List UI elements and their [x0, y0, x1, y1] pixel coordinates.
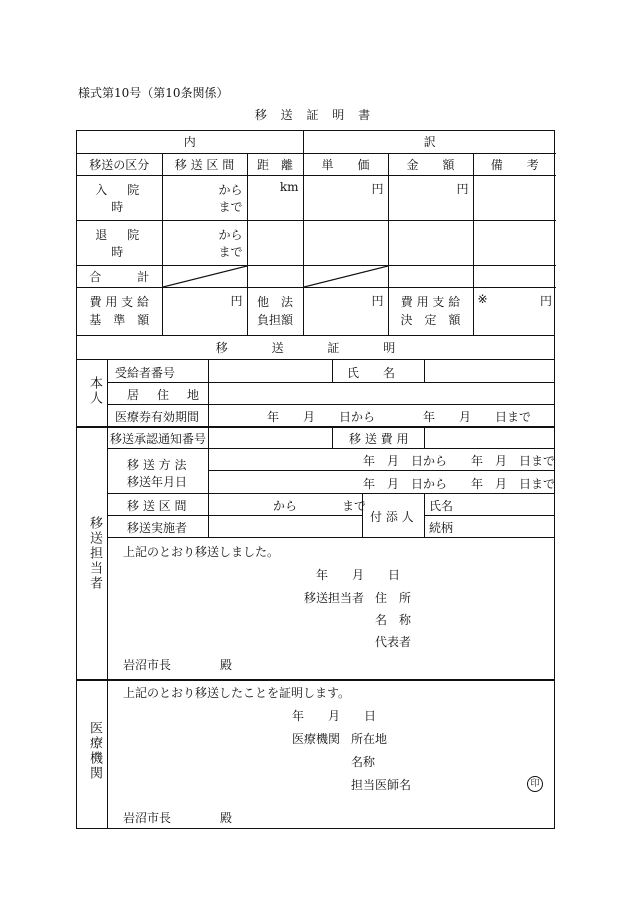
yen-unit: 円: [371, 181, 384, 196]
validity-label: 医療券有効期間: [115, 410, 200, 424]
transporter-mayor: 岩沼市長: [123, 658, 172, 672]
transporter-address-label: 住 所: [375, 591, 412, 605]
other-law-label: [247, 287, 303, 335]
other-law-1: 他 法: [257, 295, 294, 310]
escort-relation-label[interactable]: 続柄: [429, 521, 454, 535]
col-amount: 金 額: [388, 153, 473, 175]
medical-address-label: 所在地: [351, 732, 388, 746]
transporter-label: 移送担当者: [87, 516, 102, 591]
transporter-honorific: 殿: [220, 658, 233, 672]
transport-date-label: 移送年月日: [127, 475, 188, 489]
medical-label: 医療機関: [87, 721, 102, 781]
discharge-unit-price-field[interactable]: [303, 220, 388, 265]
col-remarks: 備 考: [473, 153, 556, 175]
decision-amount-field[interactable]: [473, 287, 556, 335]
breakdown-head-left: 内: [77, 131, 303, 153]
approval-number-label: 移送承認通知番号: [110, 432, 207, 446]
admission-remarks-field[interactable]: [473, 175, 556, 220]
transporter-representative-label: 代表者: [375, 635, 412, 649]
admission-from-label: から: [218, 182, 243, 197]
seal-icon: 印: [527, 776, 543, 792]
total-remarks-field[interactable]: [473, 265, 556, 287]
approval-number-field[interactable]: [209, 426, 331, 448]
discharge-distance-field[interactable]: [247, 220, 303, 265]
col-category: 移送の区分: [77, 153, 162, 175]
yen-unit: 円: [540, 293, 553, 308]
standard-amount-field[interactable]: [162, 287, 247, 335]
discharge-amount-field[interactable]: [388, 220, 473, 265]
medical-mayor: 岩沼市長: [123, 811, 172, 825]
discharge-to-label: まで: [218, 244, 243, 259]
person-label: 本人: [87, 376, 102, 406]
certificate-table: [76, 336, 555, 829]
discharge-remarks-field[interactable]: [473, 220, 556, 265]
admission-section-field[interactable]: [162, 175, 247, 220]
divider: [424, 493, 425, 537]
admission-amount-field[interactable]: [388, 175, 473, 220]
document-title: 移 送 証 明 書: [254, 108, 376, 122]
divider: [107, 679, 108, 829]
decision-2: 決 定 額: [400, 313, 461, 328]
implementer-field[interactable]: [209, 515, 361, 537]
transport-method-label: 移 送 方 法: [127, 458, 187, 472]
transport-cost-label: 移 送 費 用: [349, 432, 409, 446]
transport-to-label[interactable]: まで: [342, 499, 367, 513]
doctor-name-label: 担当医師名: [351, 778, 412, 792]
total-distance-field[interactable]: [247, 265, 303, 287]
medical-date-line[interactable]: 年 月 日: [292, 709, 377, 723]
discharge-from-label: から: [218, 227, 243, 242]
yen-unit: 円: [230, 293, 243, 308]
recipient-number-field[interactable]: [209, 360, 331, 382]
decision-label: [388, 287, 473, 335]
col-distance: 距 離: [247, 153, 303, 175]
total-amount-field[interactable]: [388, 265, 473, 287]
recipient-number-label: 受給者番号: [115, 366, 176, 380]
admission-unit-price-field[interactable]: [303, 175, 388, 220]
divider: [107, 404, 554, 405]
transport-statement: 上記のとおり移送しました。: [123, 545, 280, 559]
medical-signer: 医療機関: [292, 732, 341, 746]
divider: [107, 360, 108, 679]
residence-field[interactable]: [209, 382, 553, 404]
other-law-2: 負担額: [257, 313, 294, 328]
medical-name-label: 名称: [351, 755, 376, 769]
transport-cost-field[interactable]: [425, 426, 553, 448]
standard-label-2: 基 準 額: [89, 313, 150, 328]
transport-date-line[interactable]: 年 月 日: [316, 568, 401, 582]
divider: [332, 360, 333, 382]
yen-unit: 円: [371, 293, 384, 308]
transporter-signer: 移送担当者: [304, 591, 365, 605]
row-total: 合 計: [77, 265, 162, 287]
implementer-label: 移送実施者: [127, 521, 188, 535]
certificate-section-title: 移 送 証 明: [77, 336, 554, 360]
escort-label: 付 添 人: [370, 510, 414, 524]
breakdown-table: [76, 130, 555, 336]
discharge-section-field[interactable]: [162, 220, 247, 265]
admission-to-label: まで: [218, 199, 243, 214]
transport-section-label: 移 送 区 間: [127, 499, 187, 513]
divider: [332, 426, 333, 448]
transporter-company-label: 名 称: [375, 613, 412, 627]
medical-statement: 上記のとおり移送したことを証明します。: [123, 686, 351, 700]
row-discharge: 退 院 時: [77, 220, 162, 265]
transport-from-label[interactable]: から: [273, 499, 298, 513]
name-field[interactable]: [425, 360, 553, 382]
yen-unit: 円: [456, 181, 469, 196]
divider: [107, 493, 554, 494]
divider: [77, 679, 554, 681]
col-section: 移 送 区 間: [162, 153, 247, 175]
divider: [208, 470, 554, 471]
col-unit-price: 単 価: [303, 153, 388, 175]
divider: [107, 537, 554, 538]
km-unit: km: [279, 179, 299, 194]
form-number: 様式第10号（第10条関係）: [78, 86, 229, 100]
breakdown-head-right: 訳: [303, 131, 556, 153]
name-label: 氏 名: [347, 366, 396, 380]
row-standard-amount: [77, 287, 162, 335]
divider: [424, 515, 554, 516]
validity-from[interactable]: 年 月 日から: [267, 410, 376, 424]
diagonal-line: [304, 266, 388, 287]
residence-label: 居 住 地: [127, 388, 203, 402]
medical-honorific: 殿: [220, 811, 233, 825]
note-mark: ※: [477, 291, 488, 306]
other-law-field[interactable]: [303, 287, 388, 335]
transport-period-2[interactable]: 年 月 日から 年 月 日まで: [363, 477, 556, 491]
standard-label-1: 費 用 支 給: [89, 295, 149, 310]
decision-1: 費 用 支 給: [400, 295, 461, 310]
total-section-crossed: [162, 265, 247, 287]
transport-period-1[interactable]: 年 月 日から 年 月 日まで: [363, 454, 556, 468]
diagonal-line: [163, 266, 247, 287]
divider: [107, 448, 554, 449]
escort-name-label[interactable]: 氏名: [429, 499, 454, 513]
validity-to[interactable]: 年 月 日まで: [423, 410, 532, 424]
total-unit-price-crossed: [303, 265, 388, 287]
admission-distance-field[interactable]: [247, 175, 303, 220]
row-admission: 入 院 時: [77, 175, 162, 220]
